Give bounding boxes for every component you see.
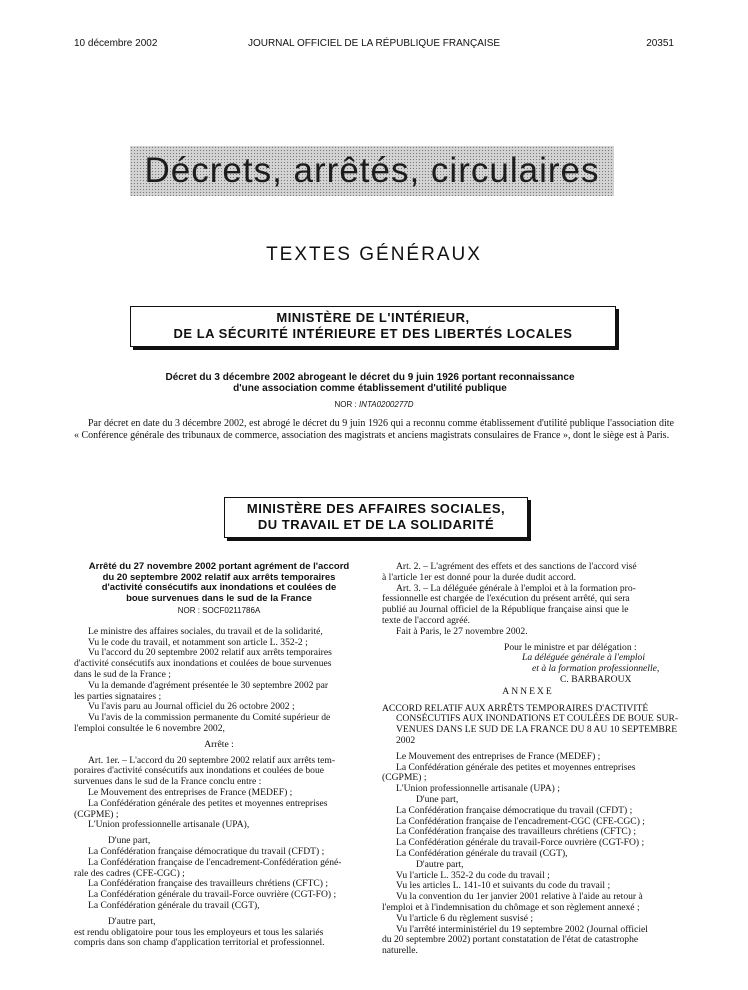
banner-title: Décrets, arrêtés, circulaires [144,151,600,190]
text-line: poraires d'activité consécutifs aux inondations et coulées de boue [74,765,325,777]
ministry-social-line1: MINISTÈRE DES AFFAIRES SOCIALES, [246,501,506,516]
ministry-interior-line2: DE LA SÉCURITÉ INTÉRIEURE ET DES LIBERTÉS LOCALES [173,326,573,341]
signature-line: Pour le ministre et par délégation : [504,641,637,653]
decree-title-line1: Décret du 3 décembre 2002 abrogeant le décret du 9 juin 1926 portant reconnaissance [165,372,575,383]
text-line: fessionnelle est chargée de l'exécution du présent arrêté, qui sera [382,593,630,605]
decree-body: Par décret en date du 3 décembre 2002, est abrogé le décret du 9 juin 1926 qui a reconnu comme établissement d'utilité publique l'association dite « Conférence générale des tribunaux de commerce, association des magistrats et anciens magistrats consulaires de France », dont le siège est à Paris. [74,418,674,441]
text-line: (CGPME) ; [382,772,427,784]
text-line: Le Mouvement des entreprises de France (MEDEF) ; [396,750,601,762]
arrete-left-column [74,562,364,949]
text-line: La Confédération française des travailleurs chrétiens (CFTC) ; [396,826,637,838]
nor-label: NOR : [334,400,357,409]
text-line: La Confédération générale du travail-Force ouvrière (CGT-FO) ; [396,837,645,849]
ministry-social-line2: DU TRAVAIL ET DE LA SOLIDARITÉ [257,517,495,532]
decree-title [110,372,630,394]
article-1: Art. 1er. – L'accord du 20 septembre 2002 relatif aux arrêts tem- [88,754,336,766]
header-date: 10 décembre 2002 [74,38,158,49]
section-title: TEXTES GÉNÉRAUX [266,244,482,265]
text-line: survenues dans le sud de la France conclu entre : [74,776,262,788]
section-banner [130,146,614,196]
ministry-interior-box [130,306,616,347]
text-line: les parties signataires ; [74,690,162,702]
text-line: La Confédération française des travailleurs chrétiens (CFTC) ; [88,878,329,890]
text-line: publié au Journal officiel de la République française ainsi que le [382,604,629,616]
arrete-title-line: boue survenues dans le sud de la France [126,592,312,604]
text-line: La Confédération française démocratique du travail (CFDT) ; [88,845,325,857]
text-line: La Confédération française de l'encadrement-Confédération géné- [88,856,342,868]
signature-line: et à la formation professionnelle, [532,663,660,675]
decree-title-line2: d'une association comme établissement d'utilité publique [233,383,507,394]
text-line: Vu l'avis de la commission permanente du Comité supérieur de [88,712,331,724]
text-line: l'emploi et à l'indemnisation du chômage et son règlement annexé ; [382,901,640,913]
text-line: La Confédération générale du travail (CGT), [396,847,568,859]
signatory: C. BARBAROUX [560,673,632,685]
text-line: La Confédération générale du travail-Force ouvrière (CGT-FO) ; [88,889,337,901]
arrete-nor: NOR : SOCF0211786A [177,606,261,615]
arrete-title-line: du 20 septembre 2002 relatif aux arrêts temporaires [102,571,336,583]
text-line: Vu l'article 6 du règlement susvisé ; [396,912,534,924]
text-line: compris dans son champ d'application territorial et professionnel. [74,937,325,949]
text-line: Le Mouvement des entreprises de France (MEDEF) ; [88,786,293,798]
arrete-title [74,562,364,604]
text-line: La Confédération française de l'encadrement-CGC (CFE-CGC) ; [396,815,645,827]
text-line: Vu l'avis paru au Journal officiel du 26 octobre 2002 ; [88,701,295,713]
text-line: dans le sud de la France ; [74,668,171,680]
text-line: est rendu obligatoire pour tous les employeurs et tous les salariés [74,926,324,938]
annex-title-line: CONSÉCUTIFS AUX INONDATIONS ET COULÉES DE BOUE SUR- [396,713,679,725]
text-line: La Confédération générale des petites et moyennes entreprises [88,797,328,809]
article-2: Art. 2. – L'agrément des effets et des sanctions de l'accord visé [396,561,637,572]
text-line: Vu la demande d'agrément présentée le 30 septembre 2002 par [88,679,329,691]
text-line: Vu les articles L. 141-10 et suivants du code du travail ; [396,880,611,892]
decree-nor [0,400,748,409]
text-line: D'une part, [416,793,459,805]
text-line: Vu l'arrêté interministériel du 19 septembre 2002 (Journal officiel [396,923,648,935]
ministry-interior-line1: MINISTÈRE DE L'INTÉRIEUR, [276,310,470,325]
journal-title: JOURNAL OFFICIEL DE LA RÉPUBLIQUE FRANÇAISE [247,38,501,49]
text-line: D'autre part, [416,858,464,870]
text-line: La Confédération générale des petites et moyennes entreprises [396,761,636,773]
text-line: d'activité consécutifs aux inondations et coulées de boue survenues [74,658,332,670]
signature-line: La déléguée générale à l'emploi [522,652,646,664]
arrete-right-column [382,561,679,957]
text-line: La Confédération générale du travail (CGT), [88,899,260,911]
arrete-formula: Arrête : [204,738,234,750]
text-line: L'Union professionnelle artisanale (UPA) ; [396,783,560,795]
annex-title-line: VENUES DANS LE SUD DE LA FRANCE DU 8 AU 10 SEPTEMBRE [396,724,678,736]
text-line: du 20 septembre 2002) portant constatation de l'état de catastrophe [382,934,639,946]
text-line: Vu le code du travail, et notamment son article L. 352-2 ; [88,636,308,648]
text-line: rale des cadres (CFE-CGC) ; [74,867,185,879]
annex-title-line: ACCORD RELATIF AUX ARRÊTS TEMPORAIRES D'ACTIVITÉ [382,702,649,714]
annex-title-line: 2002 [396,734,416,746]
text-line: Le ministre des affaires sociales, du travail et de la solidarité, [88,625,323,637]
text-line: Vu l'accord du 20 septembre 2002 relatif aux arrêts temporaires [88,647,332,659]
page-number: 20351 [646,38,674,49]
text-line: La Confédération française démocratique du travail (CFDT) ; [396,804,633,816]
text-line: à l'article 1er est donné pour la durée dudit accord. [382,571,577,583]
text-line: D'une part, [108,835,151,847]
nor-code: INTA0200277D [358,400,414,409]
article-3: Art. 3. – La déléguée générale à l'emploi et à la formation pro- [396,582,636,594]
text-line: naturelle. [382,945,418,957]
text-line: Fait à Paris, le 27 novembre 2002. [396,625,528,637]
text-line: D'autre part, [108,915,156,927]
arrete-title-line: d'activité consécutifs aux inondations et coulées de [101,582,337,593]
arrete-title-line: Arrêté du 27 novembre 2002 portant agrément de l'accord [88,561,350,572]
text-line: (CGPME) ; [74,808,119,820]
text-line: l'emploi consultée le 6 novembre 2002, [74,722,225,734]
text-line: L'Union professionnelle artisanale (UPA), [88,819,250,831]
text-line: Vu l'article L. 352-2 du code du travail ; [396,869,550,881]
text-line: Vu la convention du 1er janvier 2001 relative à l'aide au retour à [396,891,643,903]
annex-heading: ANNEXE [502,685,554,697]
text-line: texte de l'accord agréé. [382,614,471,626]
ministry-social-box [224,497,528,538]
